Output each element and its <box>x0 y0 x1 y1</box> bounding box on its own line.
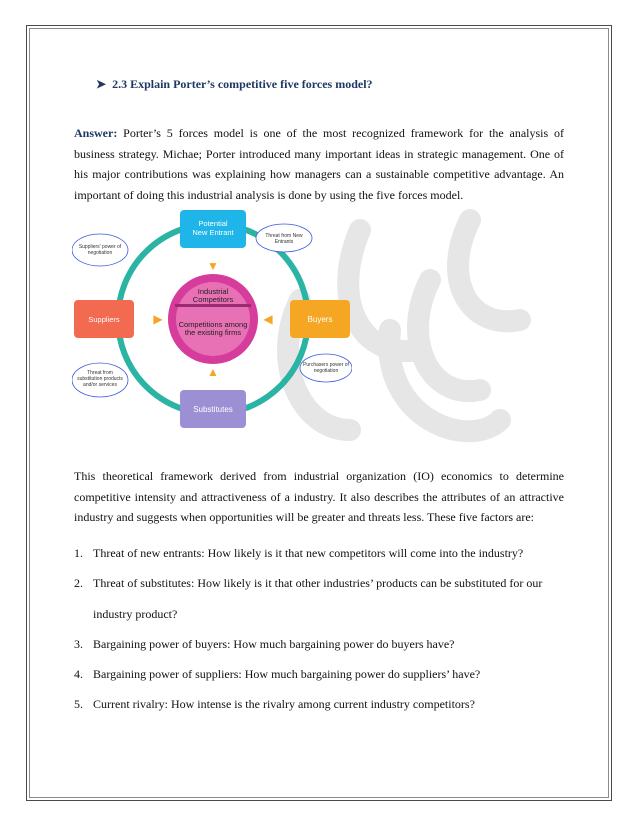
answer-label: Answer: <box>74 126 118 140</box>
list-item: 2. Threat of substitutes: How likely is it that other industries’ products can be substituted for our industry product? <box>74 576 543 621</box>
svg-text:Purchasers power of: Purchasers power of <box>303 362 349 368</box>
center-bottom-line2: the existing firms <box>184 328 242 337</box>
svg-text:Entrants: Entrants <box>274 239 294 245</box>
theory-paragraph: This theoretical framework derived from industrial organization (IO) economics to determine competitive intensity and attractiveness of a industry. It also describes the attributes of an attractive industry and suggests when opportunities will be greater and threats less. These five factors are: <box>74 469 564 524</box>
svg-text:negotiation: negotiation <box>313 368 339 374</box>
list-item: 5. Current rivalry: How intense is the rivalry among current industry competitors? <box>74 697 475 711</box>
list-item: 3. Bargaining power of buyers: How much bargaining power do buyers have? <box>74 637 455 651</box>
section-heading <box>96 77 373 92</box>
list-item: 1. Threat of new entrants: How likely is it that new competitors will come into the industry? <box>74 546 524 560</box>
arrow-up-icon: ▲ <box>207 365 219 379</box>
svg-text:negotiation: negotiation <box>87 250 113 256</box>
factors-list <box>74 543 574 724</box>
svg-text:Threat from: Threat from <box>87 370 113 376</box>
center-top-line1: Industrial <box>197 287 229 296</box>
svg-text:New Entrant: New Entrant <box>192 228 234 237</box>
list-item: 4. Bargaining power of suppliers: How much bargaining power do suppliers’ have? <box>74 667 481 681</box>
svg-text:Potential: Potential <box>198 219 228 228</box>
svg-text:substitution products: substitution products <box>77 376 123 382</box>
answer-text: Porter’s 5 forces model is one of the most recognized framework for the analysis of business strategy. Michae; Porter introduced many important ideas in strategic management. One of his major contributions was explaining how managers can a sustainable competitive advantage. An important of doing this industrial analysis is done by using the five forces model. <box>74 126 564 202</box>
five-forces-diagram <box>72 208 352 430</box>
heading-text: 2.3 Explain Porter’s competitive five forces model? <box>112 77 373 91</box>
answer-paragraph <box>74 123 564 205</box>
svg-text:Threat from New: Threat from New <box>265 233 303 239</box>
arrow-left-icon: ◀ <box>263 312 273 326</box>
svg-text:Suppliers: Suppliers <box>88 315 120 324</box>
svg-text:and/or services: and/or services <box>83 382 117 388</box>
arrow-bullet-icon: ➤ <box>96 77 107 91</box>
center-top-line2: Competitors <box>192 295 234 304</box>
arrow-right-icon: ▶ <box>153 312 163 326</box>
svg-text:Buyers: Buyers <box>307 315 333 324</box>
arrow-down-icon: ▼ <box>207 259 219 273</box>
svg-text:Substitutes: Substitutes <box>193 405 233 414</box>
svg-text:Suppliers' power of: Suppliers' power of <box>78 244 122 250</box>
center-bottom-line1: Competitions among <box>178 320 248 329</box>
